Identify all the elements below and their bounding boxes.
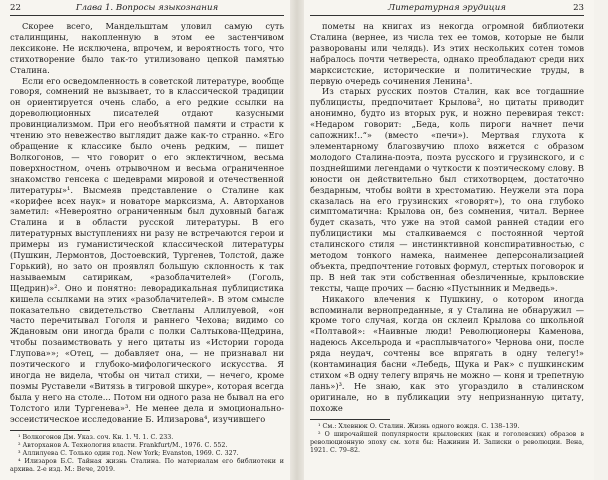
right-page (304, 0, 594, 480)
left-body-text (10, 21, 284, 425)
right-footnotes (310, 423, 584, 456)
right-section-title: Литературная эрудиция (388, 3, 506, 13)
paragraph: Из старых русских поэтов Сталин, как все тогдашние публицисты, предпочитает Крылова², но цитаты приводит анонимно, будто из вторых рук, и ножно перевирая текст: «Недаром говорит: „Беда, коль пироги начнет печи сапожник!..“» (вместо «печи»). Мертвая глухота к элементарному благозвучию плохо вяжется с образом молодого Сталина-поэта, поэта русского и грузинского, и с позднейшими легендами о чуткости к поэтическому слову. В юности он действительно был стихотворцем, достаточно бездарным, чтобы войти в хрестоматию. Неужели эта пора сказалась на его грузинских «говорят»), то она глубоко симптоматична: Крылова он, без сомнения, читал. Вернее будет сказать, что уже на этой самой ранней стадии его публицистики мы сталкиваемся с постоянной чертой сталинского стиля — инстинктивной конспиративностью, с методом тонкого намека, наименее деперсонализацией объекта, предпочтение готовых формул, стертых поговорок и пр. В ней так эти собственная обезличенные, крыловские тексты, чаще прочих — басню «Пустынник и Медведь». (310, 86, 584, 293)
paragraph: пометы на книгах из некогда огромной библиотеки Сталина (вернее, из числа тех ее томов, которые не были разворованы или челядь). Из этих нескольких сотен томов набралось почти четвереста, однако преобладают среди них марксистские, исторические и политические труды, в первую очередь сочинения Ленина¹. (310, 21, 584, 86)
footnote-divider (10, 430, 90, 431)
left-footnotes (10, 434, 284, 475)
right-body-text (310, 21, 584, 414)
paragraph: Никакого влечения к Пушкину, о котором иногда вспоминали вернопреданные, я у Сталина не обнаружил — кроме того случая, когда он склеил Крылова со школьной «Полтавой»: «Наивные люди! Революционеры Каменова, надеюсь Аксельрода и «расплывчатого» Чернова они, после ряда неудач, сочтены все впрягать в одну телегу!» (контаминация басни «Лебедь, Щука и Рак» с пушкинским стихом «В одну телегу впрячь не можно — коня и трепетную лань»)³. Не знаю, как это угораздило в сталинском оригинале, но в публикации эту непризнанную цитату, похоже (310, 293, 584, 413)
left-running-head (10, 2, 284, 16)
footnote: ¹ Волкогонов Дм. Указ. соч. Кн. 1. Ч. 1. С. 233. (18, 433, 174, 441)
left-chapter-title: Глава 1. Вопросы языкознания (75, 3, 219, 13)
paragraph: Скорее всего, Мандельштам уловил самую суть сталинщины, накопленную в этом ее застенчивом лексиконе. Не исключена, впрочем, и вероятность того, что стихотворение было так-то утилизовано цепкой памятью Сталина. (10, 21, 284, 75)
paragraph: Если его осведомленность в советской литературе, вообще говоря, сомнений не вызывает, то в классической традиции он ориентируется очень слабо, а его редкие ссылки на дореволюционных писателей отдают казусными провинциализмом. При его необъятной памяти и страсти к чтению это невежество выглядит даже как-то странно. «Его обращение к классике было очень редким, — пишет Волкогонов, — что говорит о его эклектичном, весьма поверхностном, очень отрывочном и весьма ограниченное знакомство генсека с шедеврами мировой и отечественной литературы»¹. Высмеяв представление о Сталине как «корифее всех наук» и новаторе марксизма, А. Авторханов заметил: «Невероятно ограниченным был духовный багаж Сталина и в области русской литературы. В его литературных выступлениях ни разу не встречаются герои и примеры из гуманистической классической литературы (Пушкин, Лермонтов, Достоевский, Тургенев, Толстой, даже Горький), но зато он проявлял большую склонность к так называемым сатирикам, «разоблачителей» (Гоголь, Щедрин)»². Оно и понятно: леворадикальная публицистика кишела ссылками на этих «разоблачителей». В этом смысле показательно свидетельство Светланы Аллилуевой, «он часто перечитывал Гоголя и раннего Чехова; видимо со Ждановым они иногда брали с полки Салтыкова-Щедрина, чтобы позаимствовать у него цитаты из «Истории города Глупова»»; «Отец, — добавляет она, — не признавал ни поэтического и глубоко-мифологического искусства. Я иногда не видела, чтобы он читал стихи, — нечего, кроме поэмы Руставели «Витязь в тигровой шкуре», которая всегда была у него на столе... Потом ни одного раза не бывал на его Толстого или Тургенева»³. Не менее дела и эмоционально-эссеистическое исследование Б. Илизарова⁴, изучившего (10, 75, 284, 424)
footnote: ¹ См.: Хлевнюк О. Сталин. Жизнь одного вождя. С. 138–139. (318, 422, 520, 430)
book-gutter (290, 0, 304, 480)
footnote-divider (310, 419, 390, 420)
left-page (0, 0, 290, 480)
footnote: ³ Аллилуева С. Только один год. New York; Evanston, 1969. С. 327. (18, 449, 239, 457)
left-page-number: 22 (10, 3, 21, 13)
footnote: ² Авторханов А. Технология власти. Frankfurt/M., 1976. С. 552. (18, 441, 228, 449)
right-running-head (310, 2, 584, 16)
footnote: ⁴ Илизаров Б.С. Тайная жизнь Сталина. По материалам его библиотеки и архива. 2-е изд. М.: Вече, 2019. (10, 458, 284, 474)
footnote: ² О широчайшей популярности крыловских (как и гоголевских) образов в революционную эпоху см. хотя бы: Нажинин И. Записки о революции. Вена, 1921. С. 79–82. (310, 430, 584, 455)
right-page-number: 23 (573, 3, 584, 13)
